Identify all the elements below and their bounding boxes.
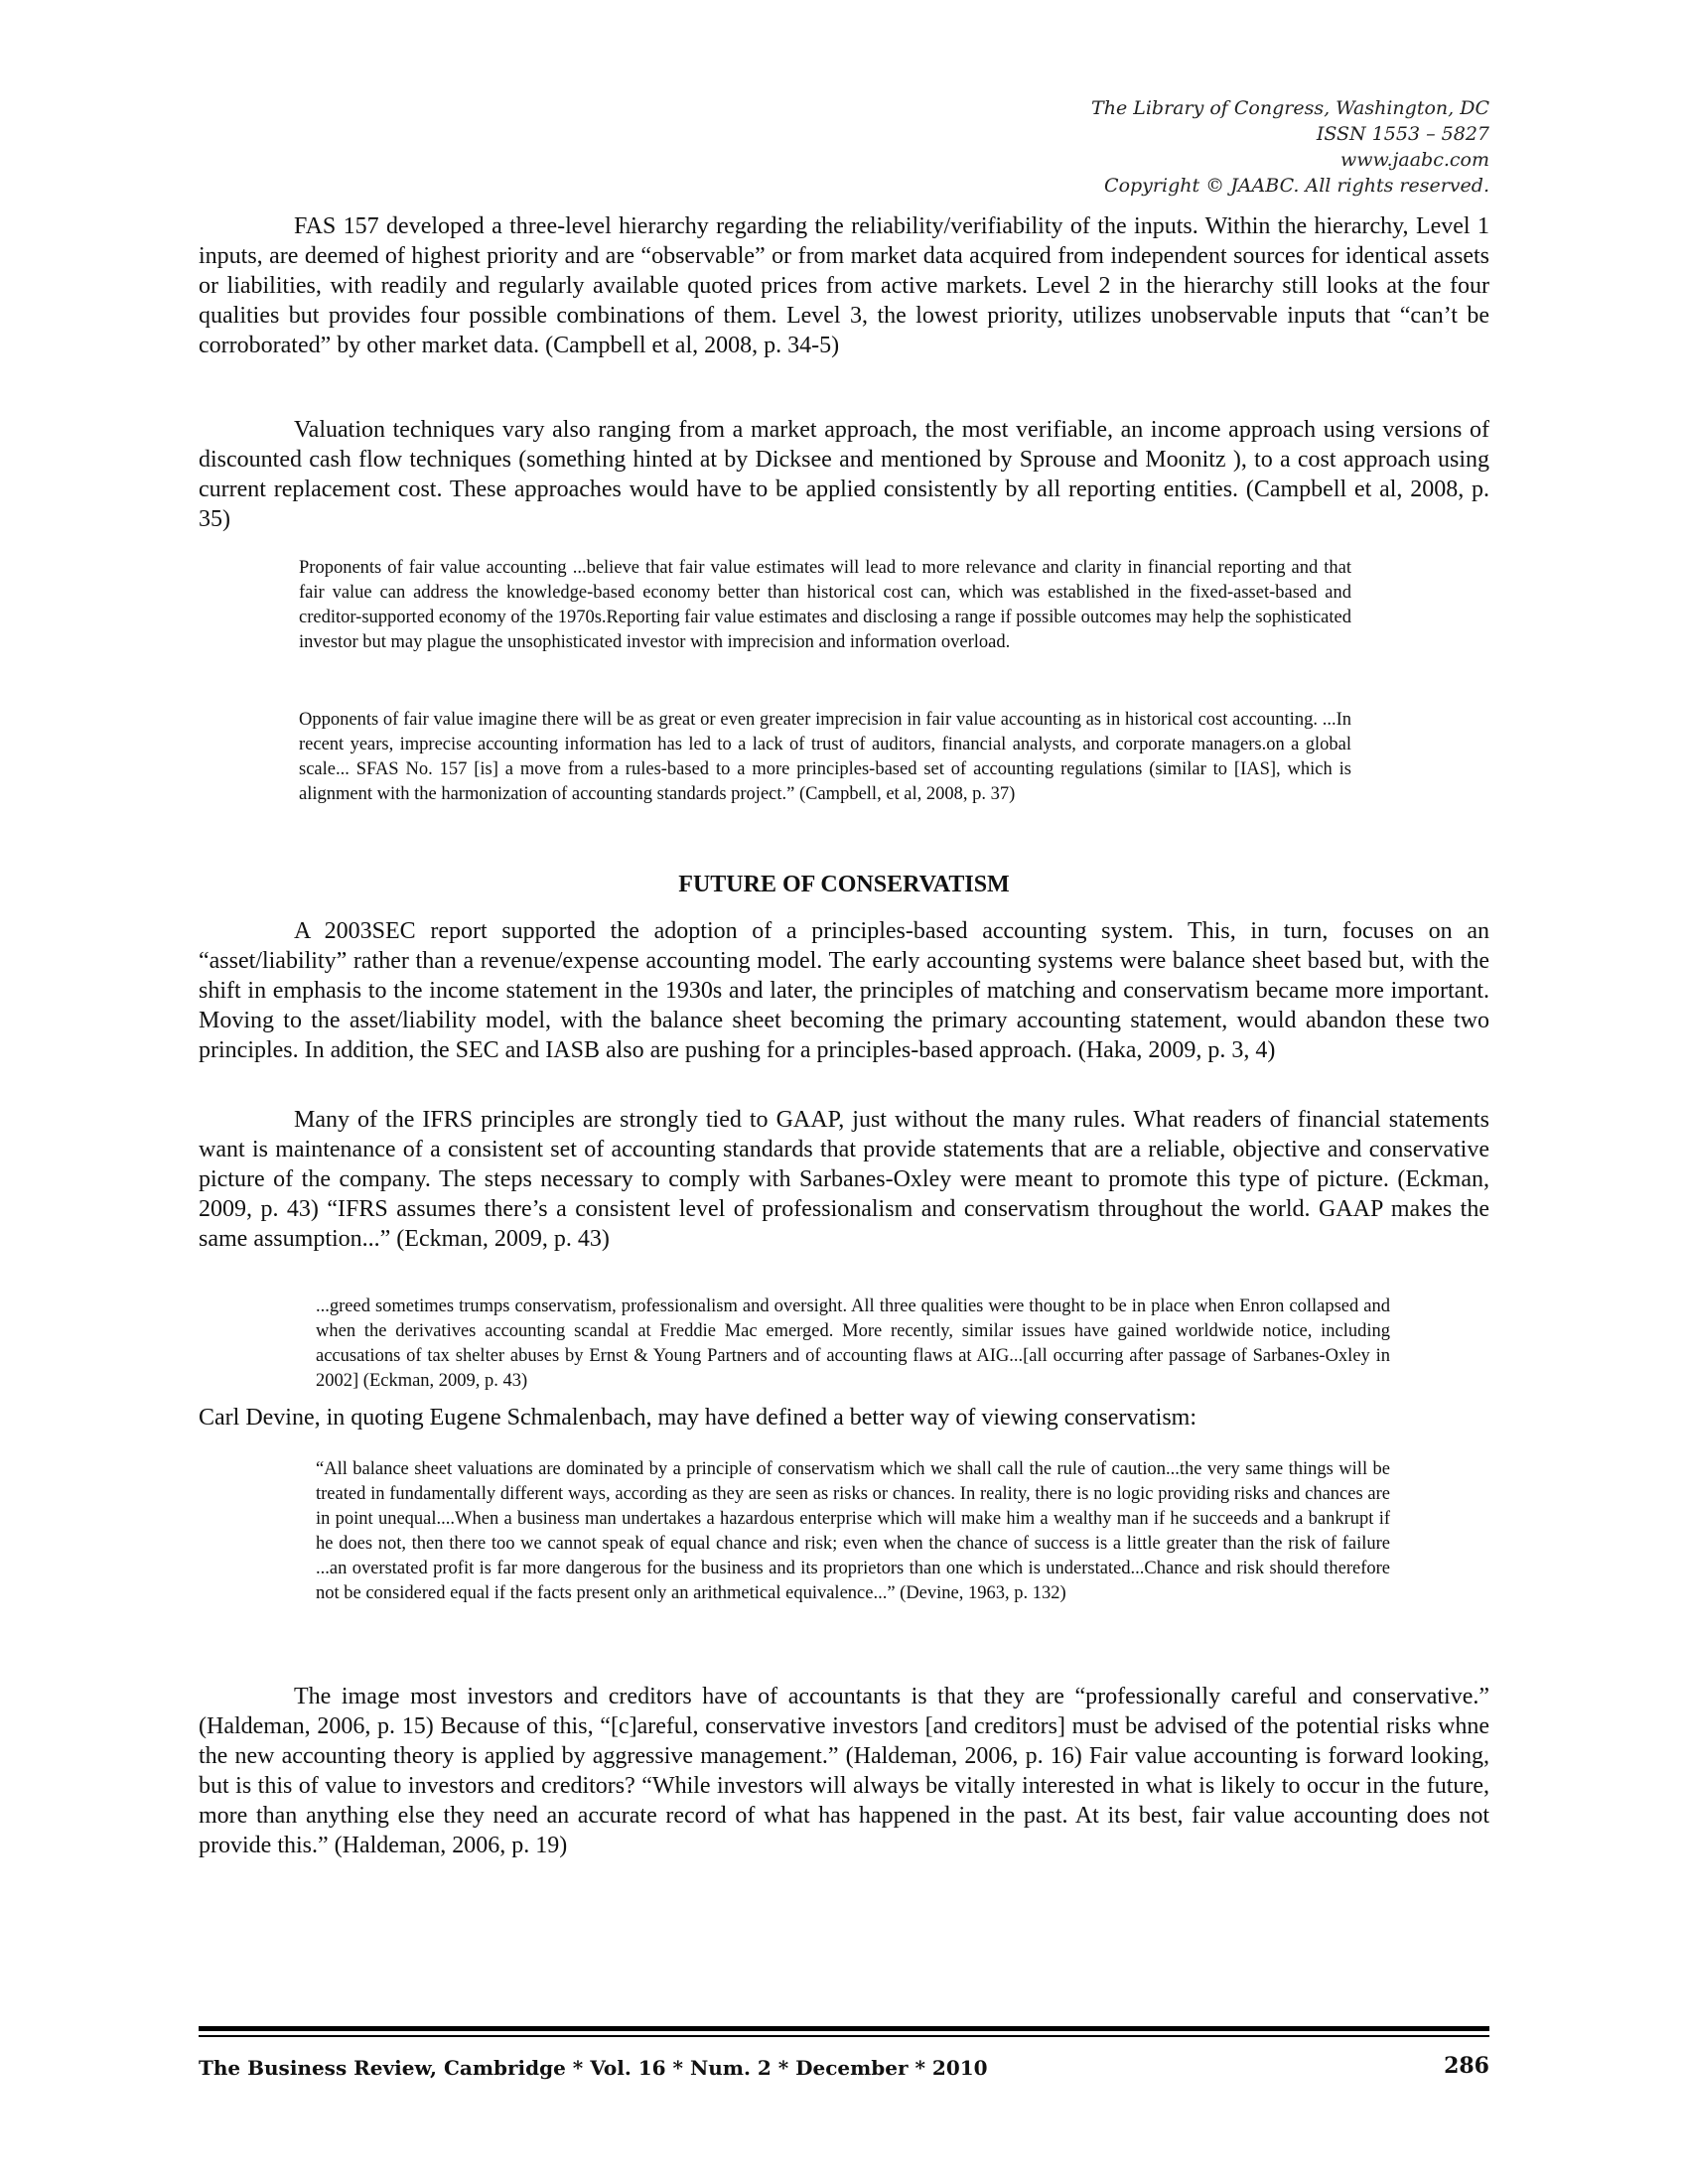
header-line-4: Copyright © JAABC. All rights reserved.: [1104, 175, 1489, 197]
header-line-1: The Library of Congress, Washington, DC: [1091, 97, 1489, 119]
footer-rule-thick: [199, 2026, 1489, 2031]
paragraph-devine: Carl Devine, in quoting Eugene Schmalenbach, may have defined a better way of viewing conservatism:: [199, 1405, 1197, 1431]
paragraph-fas157: FAS 157 developed a three-level hierarchy regarding the reliability/verifiability of the inputs. Within the hierarchy, Level 1 inputs, are deemed of highest priority and are “observable” or from market data acquired from independent sources for identical assets or liabilities, with readily and regularly available quoted prices from active markets. Level 2 in the hierarchy still looks at the four qualities but provides four possible combinations of them. Level 3, the lowest priority, utilizes unobservable inputs that “can’t be corroborated” by other market data. (Campbell et al, 2008, p. 34-5): [199, 213, 1489, 358]
section-heading: FUTURE OF CONSERVATISM: [678, 872, 1010, 897]
blockquote-schmalenbach: “All balance sheet valuations are dominated by a principle of conservatism which we shall call the rule of caution...the very same things will be treated in fundamentally different ways, according as they are seen as risks or chances. In reality, there is no logic providing risks and chances are in point unequal....When a business man undertakes a hazardous enterprise which will make him a wealthy man if he succeeds and a bankrupt if he does not, then there too we cannot speak of equal chance and risk; even when the chance of success is a little greater than the risk of failure ...an overstated profit is far more dangerous for the business and its proprietors than one which is understated...Chance and risk should therefore not be considered equal if the facts present only an arithmetical equivalence...” (Devine, 1963, p. 132): [316, 1459, 1390, 1603]
paragraph-haldeman: The image most investors and creditors have of accountants is that they are “professionally careful and conservative.” (Haldeman, 2006, p. 15) Because of this, “[c]areful, conservative investors [and creditors] must be advised of the potential risks whne the new accounting theory is applied by aggressive management.” (Haldeman, 2006, p. 16) Fair value accounting is forward looking, but is this of value to investors and creditors? “While investors will always be vitally interested in what is likely to occur in the future, more than anything else they need an accurate record of what has happened in the past. At its best, fair value accounting does not provide this.” (Haldeman, 2006, p. 19): [199, 1684, 1489, 1858]
blockquote-opponents: Opponents of fair value imagine there will be as great or even greater imprecision in fair value accounting as in historical cost accounting. ...In recent years, imprecise accounting information has led to a lack of trust of auditors, financial analysts, and corporate managers.on a global scale... SFAS No. 157 [is] a move from a rules-based to a more principles-based set of accounting regulations (similar to [IAS], which is alignment with the harmonization of accounting standards project.” (Campbell, et al, 2008, p. 37): [299, 710, 1351, 804]
header-line-2: ISSN 1553 – 5827: [1316, 123, 1489, 145]
paragraph-valuation: Valuation techniques vary also ranging from a market approach, the most verifiable, an income approach using versions of discounted cash flow techniques (something hinted at by Dicksee and mentioned by Sprouse and Moonitz ), to a cost approach using current replacement cost. These approaches would have to be applied consistently by all reporting entities. (Campbell et al, 2008, p. 35): [199, 417, 1489, 532]
paragraph-sec-report: A 2003SEC report supported the adoption of a principles-based accounting system. This, in turn, focuses on an “asset/liability” rather than a revenue/expense accounting model. The early accounting systems were balance sheet based but, with the shift in emphasis to the income statement in the 1930s and later, the principles of matching and conservatism became more important. Moving to the asset/liability model, with the balance sheet becoming the primary accounting statement, would abandon these two principles. In addition, the SEC and IASB also are pushing for a principles-based approach. (Haka, 2009, p. 3, 4): [199, 918, 1489, 1063]
page-number: 286: [1444, 2053, 1489, 2079]
journal-header: [1091, 95, 1489, 199]
header-line-3: www.jaabc.com: [1339, 149, 1489, 171]
blockquote-greed: ...greed sometimes trumps conservatism, professionalism and oversight. All three qualities were thought to be in place when Enron collapsed and when the derivatives accounting scandal at Freddie Mac emerged. More recently, similar issues have gained worldwide notice, including accusations of tax shelter abuses by Ernst & Young Partners and of accounting flaws at AIG...[all occurring after passage of Sarbanes-Oxley in 2002] (Eckman, 2009, p. 43): [316, 1297, 1390, 1391]
footer-journal-citation: The Business Review, Cambridge * Vol. 16 * Num. 2 * December * 2010: [199, 2056, 988, 2080]
blockquote-proponents: Proponents of fair value accounting ...believe that fair value estimates will lead to more relevance and clarity in financial reporting and that fair value can address the knowledge-based economy better than historical cost can, which was established in the fixed-asset-based and creditor-supported economy of the 1970s.Reporting fair value estimates and disclosing a range if possible outcomes may help the sophisticated investor but may plague the unsophisticated investor with imprecision and information overload.: [299, 558, 1351, 652]
paragraph-ifrs: Many of the IFRS principles are strongly tied to GAAP, just without the many rules. What readers of financial statements want is maintenance of a consistent set of accounting standards that provide statements that are a reliable, objective and conservative picture of the company. The steps necessary to comply with Sarbanes-Oxley were meant to promote this type of picture. (Eckman, 2009, p. 43) “IFRS assumes there’s a consistent level of professionalism and conservatism throughout the world. GAAP makes the same assumption...” (Eckman, 2009, p. 43): [199, 1107, 1489, 1252]
footer-rule-thin: [199, 2035, 1489, 2037]
